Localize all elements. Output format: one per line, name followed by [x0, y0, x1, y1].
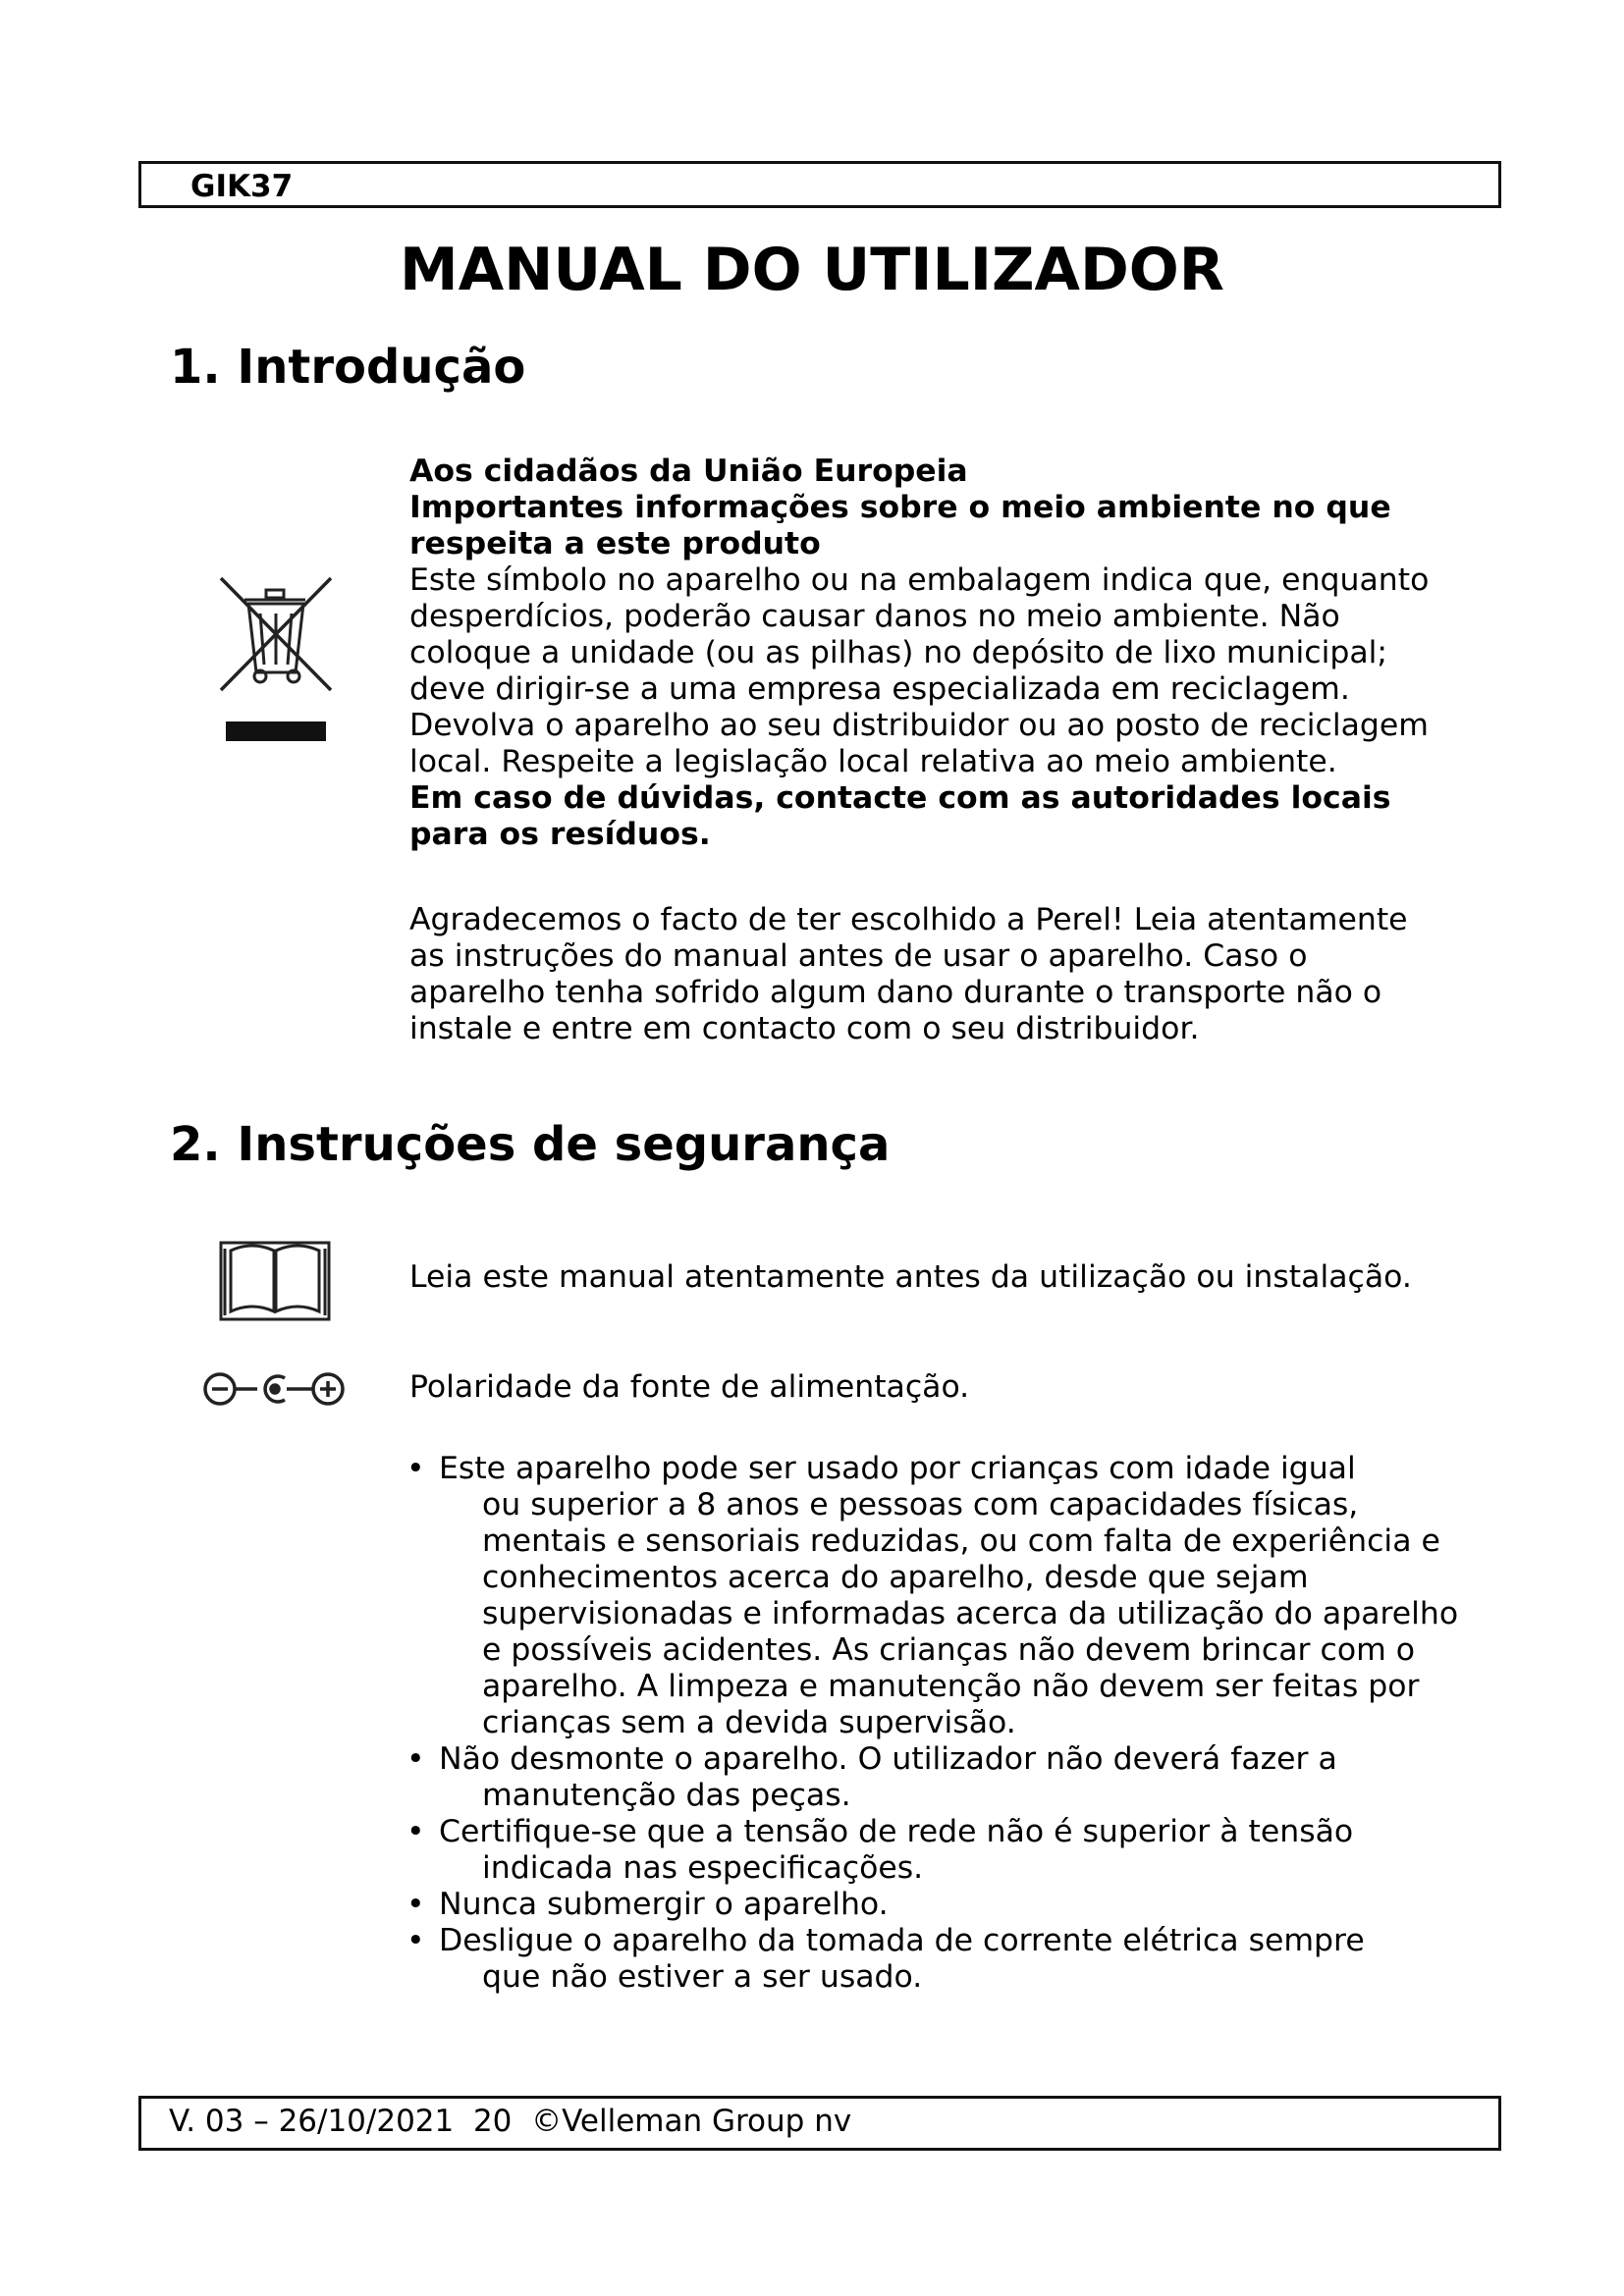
bullet-text: Não desmonte o aparelho. O utilizador não deverá fazer a	[439, 1741, 1337, 1777]
eu-citizens-heading: Aos cidadãos da União Europeia	[409, 454, 968, 489]
footer-text: V. 03 – 26/10/2021 20 ©Velleman Group nv	[169, 2104, 852, 2139]
section-heading-introduction: 1. Introdução	[170, 340, 526, 395]
polarity-text: Polaridade da fonte de alimentação.	[409, 1369, 970, 1405]
bullet-text-continued: ou superior a 8 anos e pessoas com capacidades físicas, mentais e sensoriais reduzidas, ou com falta de experiência e conhecimentos acerca do aparelho, desde que sejam supervisionadas e informadas acerca da utilização do aparelho e possíveis acidentes. As crianças não devem brincar com o aparelho. A limpeza e manutenção não devem ser feitas por crianças sem a devida supervisão.	[482, 1487, 1459, 1740]
list-item	[406, 1887, 1496, 1923]
footer-box	[138, 2096, 1501, 2151]
bullet-text: Desligue o aparelho da tomada de corrente elétrica sempre	[439, 1923, 1365, 1958]
list-item	[406, 1814, 1496, 1887]
thanks-paragraph: Agradecemos o facto de ter escolhido a Perel! Leia atentamente as instruções do manual antes de usar o aparelho. Caso o aparelho tenha sofrido algum dano durante o transporte não o instale e entre em contacto com o seu distribuidor.	[409, 902, 1408, 1046]
page-title: MANUAL DO UTILIZADOR	[400, 236, 1224, 304]
bullet-icon: •	[406, 1814, 425, 1849]
polarity-icon	[196, 1364, 353, 1414]
bullet-text: Certifique-se que a tensão de rede não é superior à tensão	[439, 1814, 1354, 1849]
section-heading-safety: 2. Instruções de segurança	[170, 1117, 891, 1172]
list-item	[406, 1741, 1496, 1814]
environment-info-heading: Importantes informações sobre o meio ambiente no que respeita a este produto	[409, 490, 1391, 561]
list-item	[406, 1923, 1496, 1996]
bullet-text-continued: indicada nas especificações.	[482, 1850, 924, 1886]
bullet-text-continued: que não estiver a ser usado.	[482, 1959, 923, 1995]
bullet-text-continued: manutenção das peças.	[482, 1778, 851, 1813]
bullet-icon: •	[406, 1741, 425, 1777]
header-box	[138, 161, 1501, 208]
bullet-text: Nunca submergir o aparelho.	[439, 1887, 889, 1922]
weee-paragraph: Este símbolo no aparelho ou na embalagem indica que, enquanto desperdícios, poderão causar danos no meio ambiente. Não coloque a unidade (ou as pilhas) no depósito de lixo municipal; deve dirigir-se a uma empresa especializada em reciclagem. Devolva o aparelho ao seu distribuidor ou ao posto de reciclagem local. Respeite a legislação local relativa ao meio ambiente.	[409, 562, 1430, 779]
bullet-icon: •	[406, 1887, 425, 1922]
bullet-text: Este aparelho pode ser usado por crianças com idade igual	[439, 1451, 1356, 1486]
bullet-icon: •	[406, 1923, 425, 1958]
weee-icon	[211, 574, 339, 746]
contact-authorities-note: Em caso de dúvidas, contacte com as autoridades locais para os resíduos.	[409, 780, 1391, 852]
safety-bullets	[406, 1451, 1496, 1996]
bullet-icon: •	[406, 1451, 425, 1486]
read-manual-text: Leia este manual atentamente antes da utilização ou instalação.	[409, 1259, 1412, 1295]
intro-block	[409, 454, 1489, 853]
list-item	[406, 1451, 1496, 1741]
read-manual-icon	[217, 1235, 333, 1323]
model-code: GIK37	[190, 169, 294, 204]
